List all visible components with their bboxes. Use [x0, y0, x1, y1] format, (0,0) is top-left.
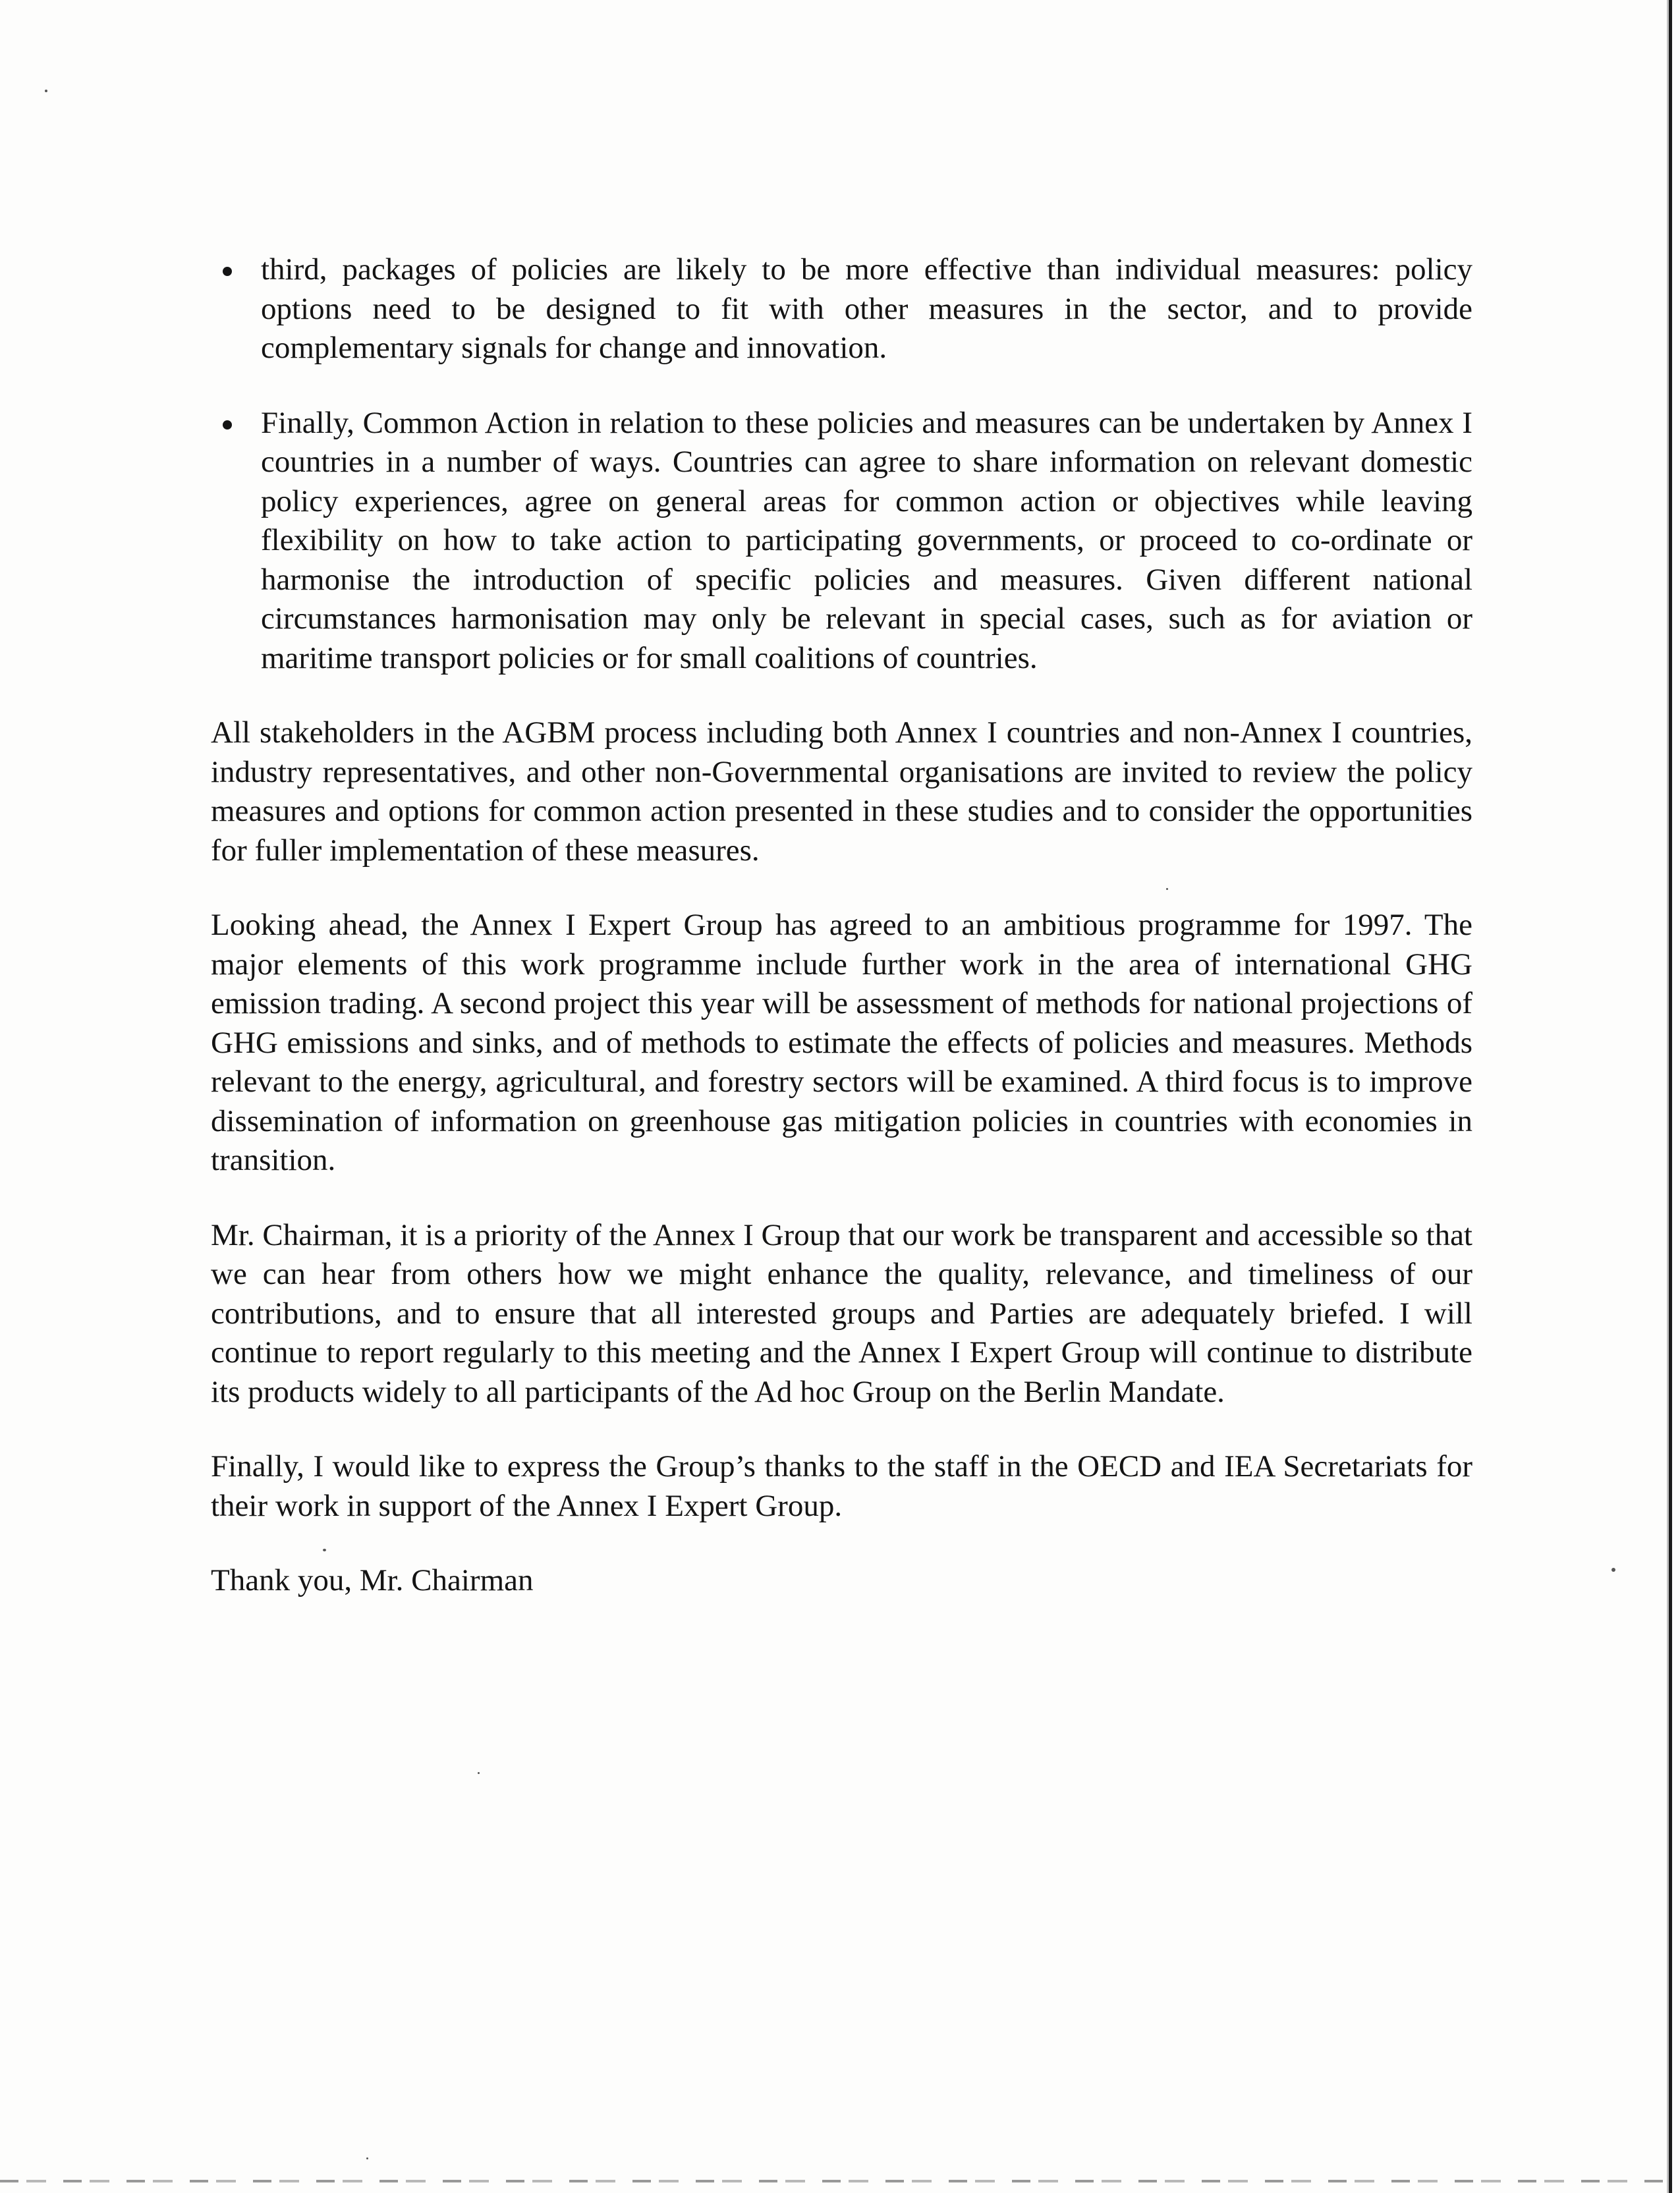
paragraph-transparency: Mr. Chairman, it is a priority of the Annex I Group that our work be transparent and accessible so that we can hear from others how we might enhance the quality, relevance, and timeliness of our contributions, and to ensure that all interested groups and Parties are adequately briefed. I will continue to report regularly to this meeting and the Annex I Expert Group will continue to distribute its products widely to all participants of the Ad hoc Group on the Berlin Mandate. — [211, 1217, 1472, 1409]
bullet-icon — [223, 267, 232, 276]
bullet-item-common-action — [211, 404, 1472, 679]
bullet-icon — [223, 420, 232, 430]
paragraph-thanks: Finally, I would like to express the Group’s thanks to the staff in the OECD and IEA Secretariats for their work in support of the Annex I Expert Group. — [211, 1449, 1472, 1523]
document-body — [211, 250, 1472, 1601]
closing-line: Thank you, Mr. Chairman — [211, 1563, 534, 1597]
bullet-text: Finally, Common Action in relation to these policies and measures can be undertaken by Annex I countries in a number of ways. Countries can agree to share information on relevant domestic policy experiences, agree on general areas for common action or objectives while leaving flexibility on how to take action to participating governments, or proceed to co-ordinate or harmonise the introduction of specific policies and measures. Given different national circumstances harmonisation may only be relevant in special cases, such as for aviation or maritime transport policies or for small coalitions of countries. — [261, 405, 1472, 675]
scan-edge-shadow — [1667, 0, 1669, 2193]
paragraph-stakeholders: All stakeholders in the AGBM process including both Annex I countries and non-Annex I countries, industry representatives, and other non-Governmental organisations are invited to review the policy measures and options for common action presented in these studies and to consider the opportunities for fuller implementation of these measures. — [211, 715, 1472, 868]
scan-speck — [1611, 1568, 1615, 1572]
scan-speck — [366, 2157, 368, 2159]
paragraph-looking-ahead: Looking ahead, the Annex I Expert Group has agreed to an ambitious programme for 1997. The major elements of this work programme include further work in the area of international GHG emission trading. A second project this year will be assessment of methods for national projections of GHG emissions and sinks, and of methods to estimate the effects of policies and measures. Methods relevant to the energy, agricultural, and forestry sectors will be examined. A third focus is to improve dissemination of information on greenhouse gas mitigation policies in countries with economies in transition. — [211, 908, 1472, 1177]
bullet-text: third, packages of policies are likely to be more effective than individual measures: policy options need to be designed to fit with other measures in the sector, and to provide complementary signals for change and innovation. — [261, 252, 1472, 365]
bullet-list — [211, 250, 1472, 678]
scan-speck — [45, 90, 47, 92]
scan-speck — [478, 1772, 480, 1774]
bullet-item-policy-packages — [211, 250, 1472, 368]
scan-edge-bottom — [0, 2180, 1667, 2182]
scan-edge-right — [1669, 0, 1672, 2193]
